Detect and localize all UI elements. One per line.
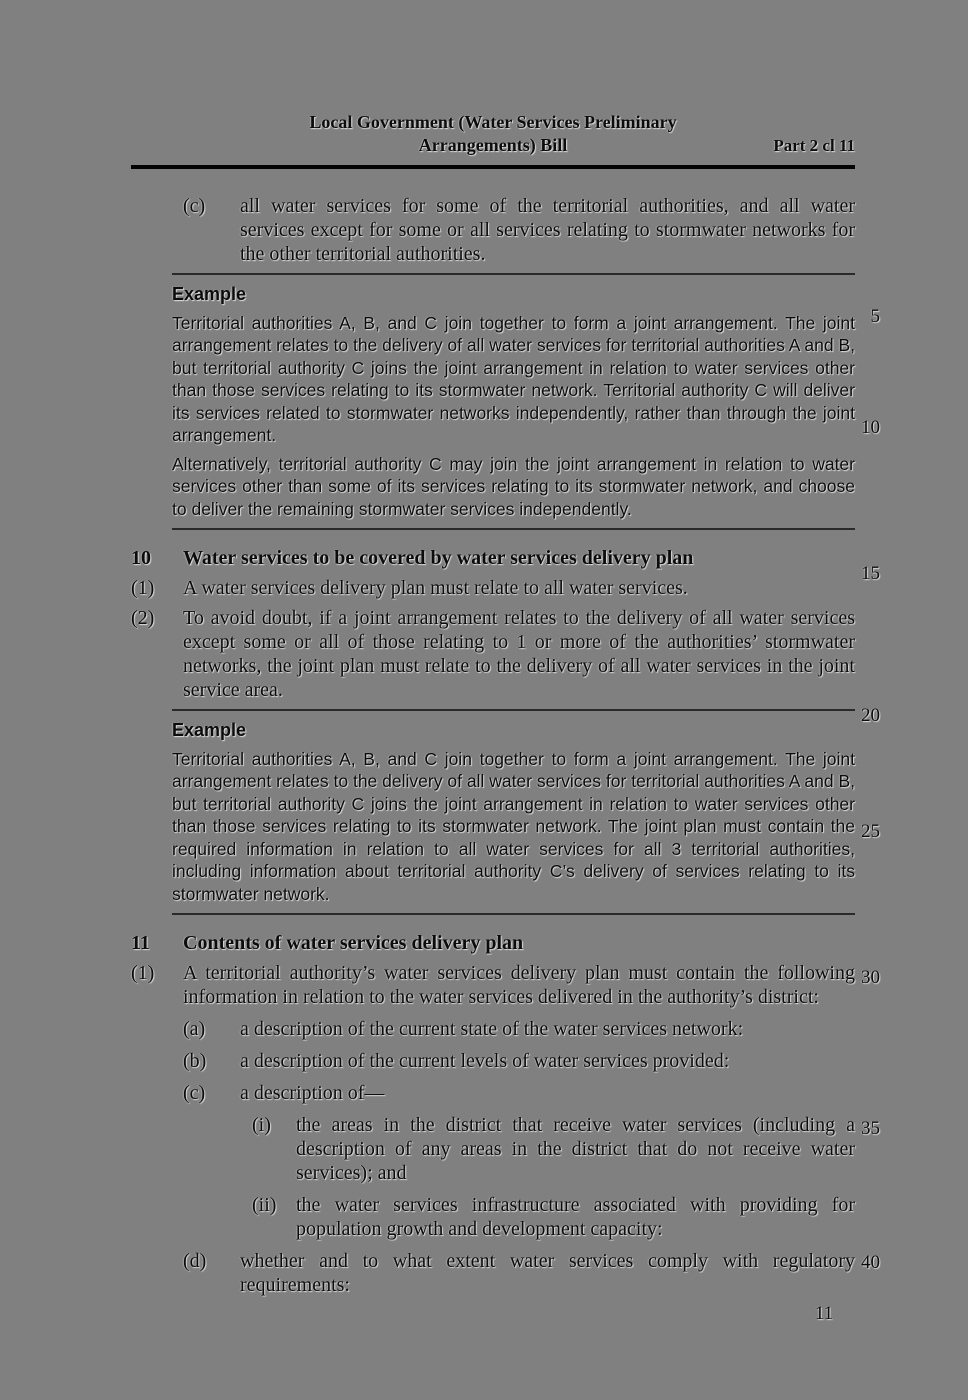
margin-line-number: 25 [861, 821, 880, 842]
section-number: 11 [131, 932, 150, 954]
header-second-row [131, 134, 855, 157]
paragraph-text: a description of the current state of the water services network: [240, 1018, 744, 1040]
paragraph-d [183, 1249, 855, 1297]
subsection-label: (1) [131, 962, 155, 984]
subparagraph-label: (ii) [252, 1194, 277, 1216]
paragraph-text: a description of the current levels of water services provided: [240, 1050, 730, 1072]
section-heading: Contents of water services delivery plan [183, 932, 524, 954]
section-11-subsection-1 [131, 961, 855, 1009]
margin-line-number: 5 [870, 306, 880, 327]
example-heading: Example [172, 720, 247, 740]
margin-line-number: 20 [861, 705, 880, 726]
section-11-heading-row [131, 931, 855, 955]
subsection-label: (1) [131, 577, 155, 599]
section-number: 10 [131, 547, 151, 569]
margin-line-number: 15 [861, 563, 880, 584]
bill-title-line2: Arrangements) Bill [418, 135, 568, 155]
example-heading: Example [172, 284, 247, 304]
example-block-1 [172, 273, 855, 530]
running-header [131, 0, 855, 169]
paragraph-label: (d) [183, 1250, 207, 1272]
subparagraph-i [252, 1113, 855, 1185]
subparagraph-text: the areas in the district that receive water services (including a description of any areas in the district that do not receive water services); and [296, 1114, 855, 1184]
section-10-subsection-2 [131, 606, 855, 702]
margin-line-number: 40 [861, 1252, 880, 1273]
part-clause-reference: Part 2 cl 11 [773, 136, 855, 155]
paragraph-text: whether and to what extent water services comply with regulatory requirements: [240, 1250, 855, 1296]
paragraph-label: (c) [183, 195, 206, 217]
subparagraph-text: the water services infrastructure associated with providing for population growth and development capacity: [296, 1194, 855, 1240]
bill-title-line1: Local Government (Water Services Preliminary [309, 112, 677, 132]
paragraph-label: (a) [183, 1018, 206, 1040]
page-content [131, 0, 855, 1297]
paragraph-b [183, 1049, 855, 1073]
paragraph-label: (b) [183, 1050, 207, 1072]
example-block-2 [172, 709, 855, 915]
paragraph-label: (c) [183, 1082, 206, 1104]
subparagraph-ii [252, 1193, 855, 1241]
margin-line-number: 35 [861, 1118, 880, 1139]
subsection-text: A water services delivery plan must relate to all water services. [183, 577, 688, 599]
example-paragraph: Alternatively, territorial authority C may join the joint arrangement in relation to water services other than some of its services relating to its stormwater network, and choose to deliver the remaining stormwater services independently. [172, 453, 855, 519]
paragraph-c [183, 1081, 855, 1105]
example-paragraph: Territorial authorities A, B, and C join together to form a joint arrangement. The joint arrangement relates to the delivery of all water services for territorial authorities A and B, but territorial authority C joins the joint arrangement in relation to water services other than those services relating to its stormwater network. The joint plan must contain the required information in relation to all water services for all 3 territorial authorities, including information about territorial authority C’s delivery of services relating to its stormwater network. [172, 748, 855, 904]
subparagraph-label: (i) [252, 1114, 271, 1136]
section-10-heading-row [131, 546, 855, 570]
example-paragraph: Territorial authorities A, B, and C join together to form a joint arrangement. The joint arrangement relates to the delivery of all water services for territorial authorities A and B, but territorial authority C joins the joint arrangement in relation to water services other than those services relating to its stormwater network. Territorial authority C will deliver its services related to stormwater networks independently, rather than through the joint arrangement. [172, 312, 855, 445]
paragraph-c-intro [183, 194, 855, 266]
subsection-text: To avoid doubt, if a joint arrangement relates to the delivery of all water services except some or all of those relating to 1 or more of the authorities’ stormwater networks, the joint plan must relate to the delivery of all water services in the joint service area. [183, 607, 855, 701]
subsection-text: A territorial authority’s water services delivery plan must contain the following information in relation to the water services delivered in the authority’s district: [183, 962, 855, 1008]
paragraph-text: a description of— [240, 1082, 385, 1104]
margin-line-number: 10 [861, 417, 880, 438]
paragraph-a [183, 1017, 855, 1041]
section-heading: Water services to be covered by water services delivery plan [183, 547, 694, 569]
margin-line-number: 30 [861, 967, 880, 988]
page-number: 11 [814, 1303, 834, 1324]
section-10-subsection-1 [131, 576, 855, 600]
paragraph-text: all water services for some of the territorial authorities, and all water services except for some or all services relating to stormwater networks for the other territorial authorities. [240, 195, 855, 265]
subsection-label: (2) [131, 607, 155, 629]
